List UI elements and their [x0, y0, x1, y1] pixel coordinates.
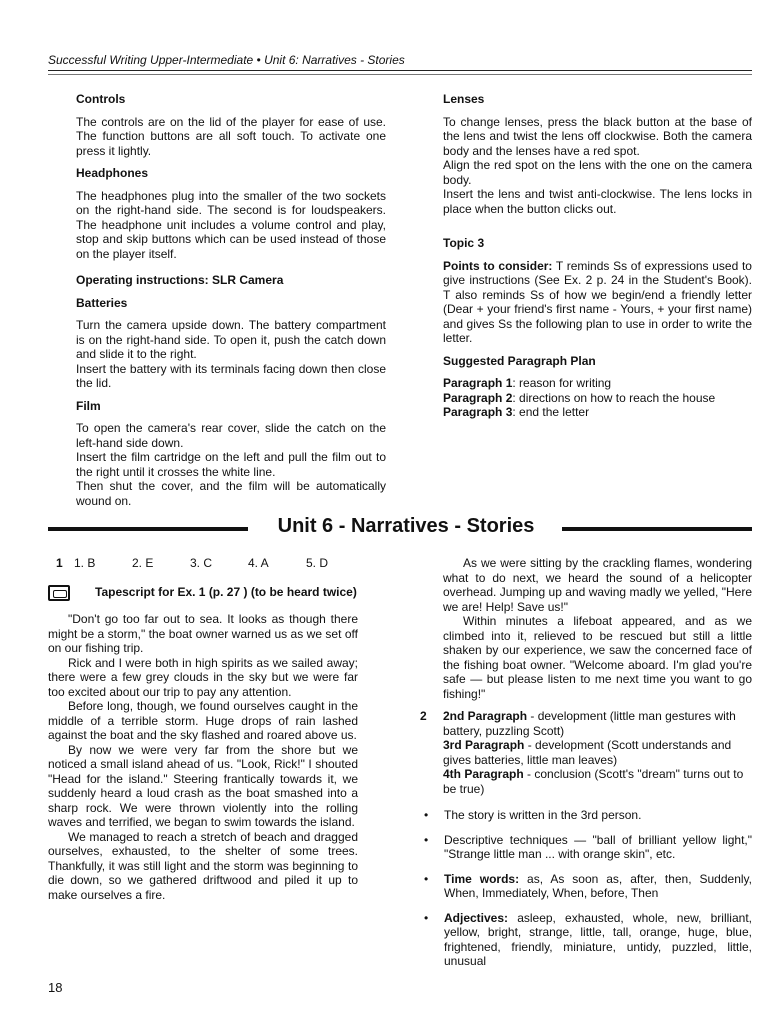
- batteries-text-2: Insert the battery with its terminals facing down then close the lid.: [76, 361, 386, 390]
- cassette-tape-icon: [48, 585, 70, 601]
- answer-item: 1. B: [74, 556, 96, 570]
- story-paragraph: We managed to reach a stretch of beach and dragged ourselves, exhausted, to the shelter of some trees. Thankfully, it was still light and the storm was beginning to die down, so we gathered driftwood and piled it up to make ourselves a fire.: [48, 829, 358, 902]
- exercise-1-answers: [56, 556, 364, 570]
- ex2-text: - development (little man gestures with battery, puzzling Scott): [443, 709, 736, 738]
- header-rule-secondary: [48, 74, 752, 75]
- film-text-3: Then shut the cover, and the film will be automatically wound on.: [76, 479, 386, 508]
- plan-text: : reason for writing: [512, 376, 612, 390]
- unit-title-band: [48, 515, 752, 541]
- points-text: T reminds Ss of expressions used to give instructions (See Ex. 2 p. 24 in the Student's Book). T also reminds Ss of how we begin/end a friendly letter (Dear + your friend's first name - Yours, + your first name) and gives Ss the following plan to use in order to write the letter.: [443, 258, 752, 345]
- batteries-heading: Batteries: [76, 295, 128, 310]
- headphones-heading: Headphones: [76, 166, 149, 180]
- lenses-text-2: Align the red spot on the lens with the one on the camera body.: [443, 158, 752, 187]
- controls-heading: Controls: [76, 92, 126, 106]
- answer-item: 4. A: [248, 556, 269, 570]
- ex2-label: 2nd Paragraph: [443, 709, 528, 723]
- header-rule: [48, 70, 752, 71]
- slr-heading: Operating instructions: SLR Camera: [76, 273, 284, 287]
- plan-item: [443, 376, 752, 391]
- bullet-label: Time words:: [444, 871, 520, 886]
- page-number: 18: [48, 980, 63, 995]
- exercise-number: 2: [420, 709, 427, 723]
- story-left-column: [48, 612, 358, 902]
- bullet-label: Adjectives:: [444, 910, 509, 925]
- bullet-text: The story is written in the 3rd person.: [444, 808, 642, 822]
- lenses-heading: Lenses: [443, 92, 485, 106]
- story-paragraph: "Don't go too far out to sea. It looks as though there might be a storm," the boat owner warned us as we set off on our fishing trip.: [48, 612, 358, 655]
- plan-label: Paragraph 1: [443, 376, 513, 390]
- headphones-text: The headphones plug into the smaller of the two sockets on the right-hand side. The second is for loudspeakers. The headphone unit includes a volume control and play, stop and skip buttons which can be used instead of those on the player itself.: [76, 188, 386, 261]
- bullet-text: asleep, exhausted, whole, new, brilliant, yellow, bright, strange, little, tall, orange, huge, blue, frightened, friendly, miniature, untidy, puzzled, little, unusual: [444, 910, 752, 968]
- bullet-text: as, As soon as, after, then, Suddenly, When, Immediately, When, before, Then: [444, 871, 752, 900]
- ex2-item: [443, 709, 752, 738]
- unit-title: Unit 6 - Narratives - Stories: [277, 515, 535, 537]
- ex2-text: - development (Scott understands and gives batteries, little man leaves): [443, 738, 732, 767]
- bullet-item: [420, 833, 752, 862]
- ex2-label: 4th Paragraph: [443, 767, 524, 781]
- ex2-text: - conclusion (Scott's "dream" turns out to be true): [443, 767, 744, 796]
- story-paragraph: As we were sitting by the crackling flames, wondering what to do next, we heard the sound of a helicopter overhead. Jumping up and waving madly we yelled, "Here we are! Help! Save us!": [443, 556, 752, 614]
- title-rule-left: [48, 527, 248, 531]
- plan-item: [443, 405, 752, 420]
- right-top-column: [443, 92, 752, 420]
- bullet-text: Descriptive techniques — "ball of brilliant yellow light," "Strange little man ... with orange skin", etc.: [444, 832, 752, 861]
- right-bottom-column: [420, 556, 752, 979]
- plan-text: : directions on how to reach the house: [512, 390, 716, 405]
- bullet-item: [420, 911, 752, 969]
- title-rule-right: [562, 527, 752, 531]
- story-paragraph: Within minutes a lifeboat appeared, and as we climbed into it, relieved to be rescued but still a little shaken by our experience, we saw the concerned face of the fishing boat owner. "Welcome aboard. I'm glad you're safe — but please listen to me next time you want to go fishing!": [443, 614, 752, 701]
- ex2-item: [443, 738, 752, 767]
- exercise-2-block: [420, 709, 752, 796]
- lenses-text-3: Insert the lens and twist anti-clockwise. The lens locks in place when the button clicks out.: [443, 187, 752, 216]
- plan-label: Paragraph 3: [443, 405, 513, 419]
- lenses-text-1: To change lenses, press the black button at the base of the lens and twist the lens off clockwise. Both the camera body and the lenses have a red spot.: [443, 114, 752, 158]
- points-label: Points to consider:: [443, 258, 553, 273]
- film-heading: Film: [76, 398, 101, 413]
- plan-item: [443, 391, 752, 406]
- bullet-item: [420, 808, 752, 823]
- answer-item: 2. E: [132, 556, 154, 570]
- plan-heading: Suggested Paragraph Plan: [443, 353, 596, 368]
- topic-heading: Topic 3: [443, 236, 485, 250]
- left-top-column: [76, 92, 386, 508]
- story-paragraph: By now we were very far from the shore but we noticed a small island ahead of us. "Look, Rick!" I shouted "Head for the island." Steering frantically towards it, we suddenly heard a loud crash as the boat smashed into a sharp rock. We were thrown violently into the rolling waves and terrified, we began to swim towards the island.: [48, 742, 358, 829]
- story-paragraph: Before long, though, we found ourselves caught in the middle of a terrible storm. Huge drops of rain lashed against the boat and the sky flashed and roared above us.: [48, 699, 358, 742]
- running-header: Successful Writing Upper-Intermediate • Unit 6: Narratives - Stories: [48, 53, 405, 67]
- answer-item: 5. D: [306, 556, 329, 570]
- plan-label: Paragraph 2: [443, 390, 513, 405]
- controls-text: The controls are on the lid of the player for ease of use. The function buttons are all soft touch. To activate one press it lightly.: [76, 114, 386, 158]
- batteries-text-1: Turn the camera upside down. The battery compartment is on the right-hand side. To open it, push the catch down and slide it to the right.: [76, 318, 386, 361]
- bullet-item: [420, 872, 752, 901]
- points-paragraph: [443, 259, 752, 346]
- exercise-number: 1: [56, 556, 63, 570]
- film-text-1: To open the camera's rear cover, slide the catch on the left-hand side down.: [76, 421, 386, 450]
- plan-text: : end the letter: [512, 405, 590, 419]
- analysis-bullet-list: [420, 808, 752, 969]
- tapescript-title: Tapescript for Ex. 1 (p. 27 ) (to be heard twice): [95, 585, 357, 599]
- story-right-block: [420, 556, 752, 701]
- film-text-2: Insert the film cartridge on the left and pull the film out to the right until it crosses the white line.: [76, 450, 386, 479]
- ex2-item: [443, 767, 752, 796]
- answer-item: 3. C: [190, 556, 213, 570]
- ex2-label: 3rd Paragraph: [443, 738, 525, 752]
- story-paragraph: Rick and I were both in high spirits as we sailed away; there were a few grey clouds in the sky but we were far too excited about our trip to pay any attention.: [48, 655, 358, 699]
